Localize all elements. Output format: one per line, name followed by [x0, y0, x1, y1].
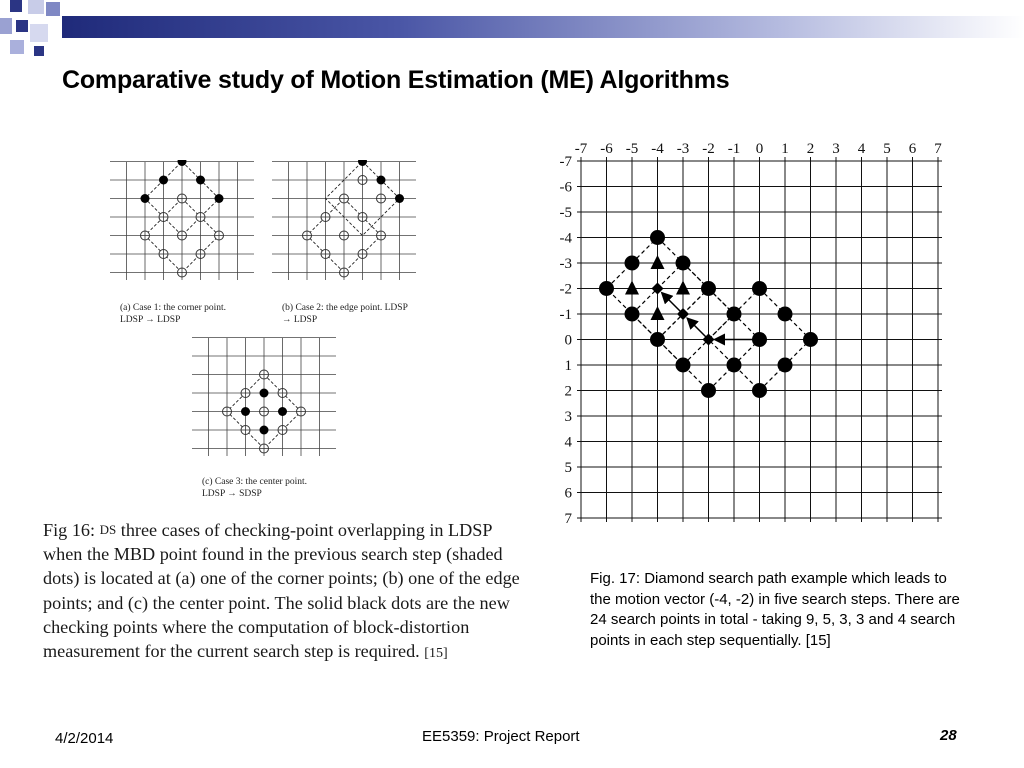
y-tick-label: 4 [564, 434, 572, 451]
new-checking-point [377, 176, 386, 185]
x-tick-label: 4 [857, 141, 866, 157]
search-point-circle [727, 307, 742, 322]
fig16-caption [43, 518, 529, 666]
y-tick-label: -2 [559, 281, 572, 298]
search-path-arrow [662, 293, 683, 314]
fig16-caption-prefix: Fig [43, 520, 68, 540]
search-point-triangle [651, 255, 665, 269]
slide-title: Comparative study of Motion Estimation (ME) Algorithms [62, 66, 730, 94]
x-tick-label: -2 [702, 141, 715, 157]
y-tick-label: -6 [559, 179, 572, 196]
search-point-circle [676, 256, 691, 271]
search-point-circle [752, 383, 767, 398]
fig16-case-c-caption: (c) Case 3: the center point. LDSP → SDSP [202, 477, 307, 499]
new-checking-point [178, 160, 187, 166]
y-tick-label: -5 [559, 205, 572, 221]
search-point-circle [803, 332, 818, 347]
search-point-circle [625, 256, 640, 271]
search-point-circle [676, 358, 691, 373]
fig16-caption-number: 16: [71, 520, 96, 540]
deco-square [16, 20, 28, 32]
new-checking-point [241, 407, 250, 416]
deco-square [0, 18, 12, 34]
x-tick-label: 3 [832, 141, 840, 157]
deco-square [34, 46, 44, 56]
footer-page-number: 28 [940, 727, 957, 744]
deco-square [10, 0, 22, 12]
fig16-case-a-caption: (a) Case 1: the corner point. LDSP → LDSP [120, 303, 227, 325]
footer-center-text: EE5359: Project Report [422, 728, 580, 745]
x-tick-label: -1 [727, 141, 741, 157]
y-tick-label: -1 [559, 307, 572, 323]
search-point-circle [701, 383, 716, 398]
x-tick-label: -7 [574, 141, 588, 157]
x-tick-label: 2 [806, 141, 815, 157]
y-tick-label: 6 [564, 485, 572, 502]
search-point-circle [752, 281, 767, 296]
fig17-caption: Fig. 17: Diamond search path example which leads to the motion vector (-4, -2) in five search steps. There are 24 search points in total - taking 9, 5, 3, 3 and 4 search points in each step sequentially. [15] [590, 570, 960, 649]
search-point-circle [650, 332, 665, 347]
x-tick-label: -6 [600, 141, 613, 157]
y-tick-label: -3 [559, 256, 572, 272]
search-point-circle [599, 281, 614, 296]
new-checking-point [159, 176, 168, 185]
deco-square [46, 2, 60, 16]
new-checking-point [358, 160, 367, 166]
search-path-arrow [687, 318, 708, 339]
new-checking-point [395, 194, 404, 203]
deco-square [10, 40, 24, 54]
search-point-circle [727, 358, 742, 373]
new-checking-point [215, 194, 224, 203]
y-tick-label: -7 [559, 154, 572, 170]
fig16-case-a-diagram [108, 160, 256, 282]
search-point-triangle [625, 281, 639, 295]
search-point-circle [752, 332, 767, 347]
x-tick-label: 7 [934, 141, 942, 157]
search-point-circle [701, 281, 716, 296]
search-point-circle [778, 307, 793, 322]
x-tick-label: 0 [755, 141, 764, 157]
fig16-case-b-diagram [270, 160, 418, 282]
search-point-circle [778, 358, 793, 373]
x-tick-label: -3 [676, 141, 690, 157]
fig16-caption-tag: DS [99, 522, 117, 537]
y-tick-label: 5 [564, 460, 572, 476]
search-point-triangle [651, 306, 665, 320]
x-tick-label: -4 [651, 141, 664, 157]
search-point-circle [650, 230, 665, 245]
y-tick-label: 0 [564, 332, 572, 349]
search-point-triangle [676, 281, 690, 295]
y-tick-label: 2 [564, 383, 572, 400]
deco-square [28, 0, 44, 14]
new-checking-point [260, 389, 269, 398]
fig16-case-c-diagram [190, 336, 338, 458]
new-checking-point [278, 407, 287, 416]
x-tick-label: 1 [781, 141, 789, 157]
y-tick-label: 1 [564, 358, 572, 374]
deco-square [30, 24, 48, 42]
footer-date: 4/2/2014 [55, 730, 114, 747]
fig16-caption-body: three cases of checking-point overlapping in LDSP when the MBD point found in the previous search step (shaded dots) is located at (a) one of the corner points; (b) one of the edge points; and (c) the center point. The solid black dots are the new checking points where the computation of block-distortion measurement for the current search step is required. [43, 520, 520, 662]
fig16-caption-reference: [15] [424, 646, 448, 662]
x-tick-label: 6 [908, 141, 917, 157]
y-tick-label: 7 [564, 511, 572, 527]
fig17-diamond-search-diagram [548, 136, 960, 532]
new-checking-point [260, 426, 269, 435]
new-checking-point [141, 194, 150, 203]
y-tick-label: 3 [564, 409, 572, 425]
x-tick-label: -5 [625, 141, 639, 157]
y-tick-label: -4 [559, 230, 572, 247]
title-accent-bar [62, 16, 1024, 38]
new-checking-point [196, 176, 205, 185]
x-tick-label: 5 [883, 141, 891, 157]
search-point-circle [625, 307, 640, 322]
fig16-case-b-caption: (b) Case 2: the edge point. LDSP → LDSP [282, 303, 408, 325]
